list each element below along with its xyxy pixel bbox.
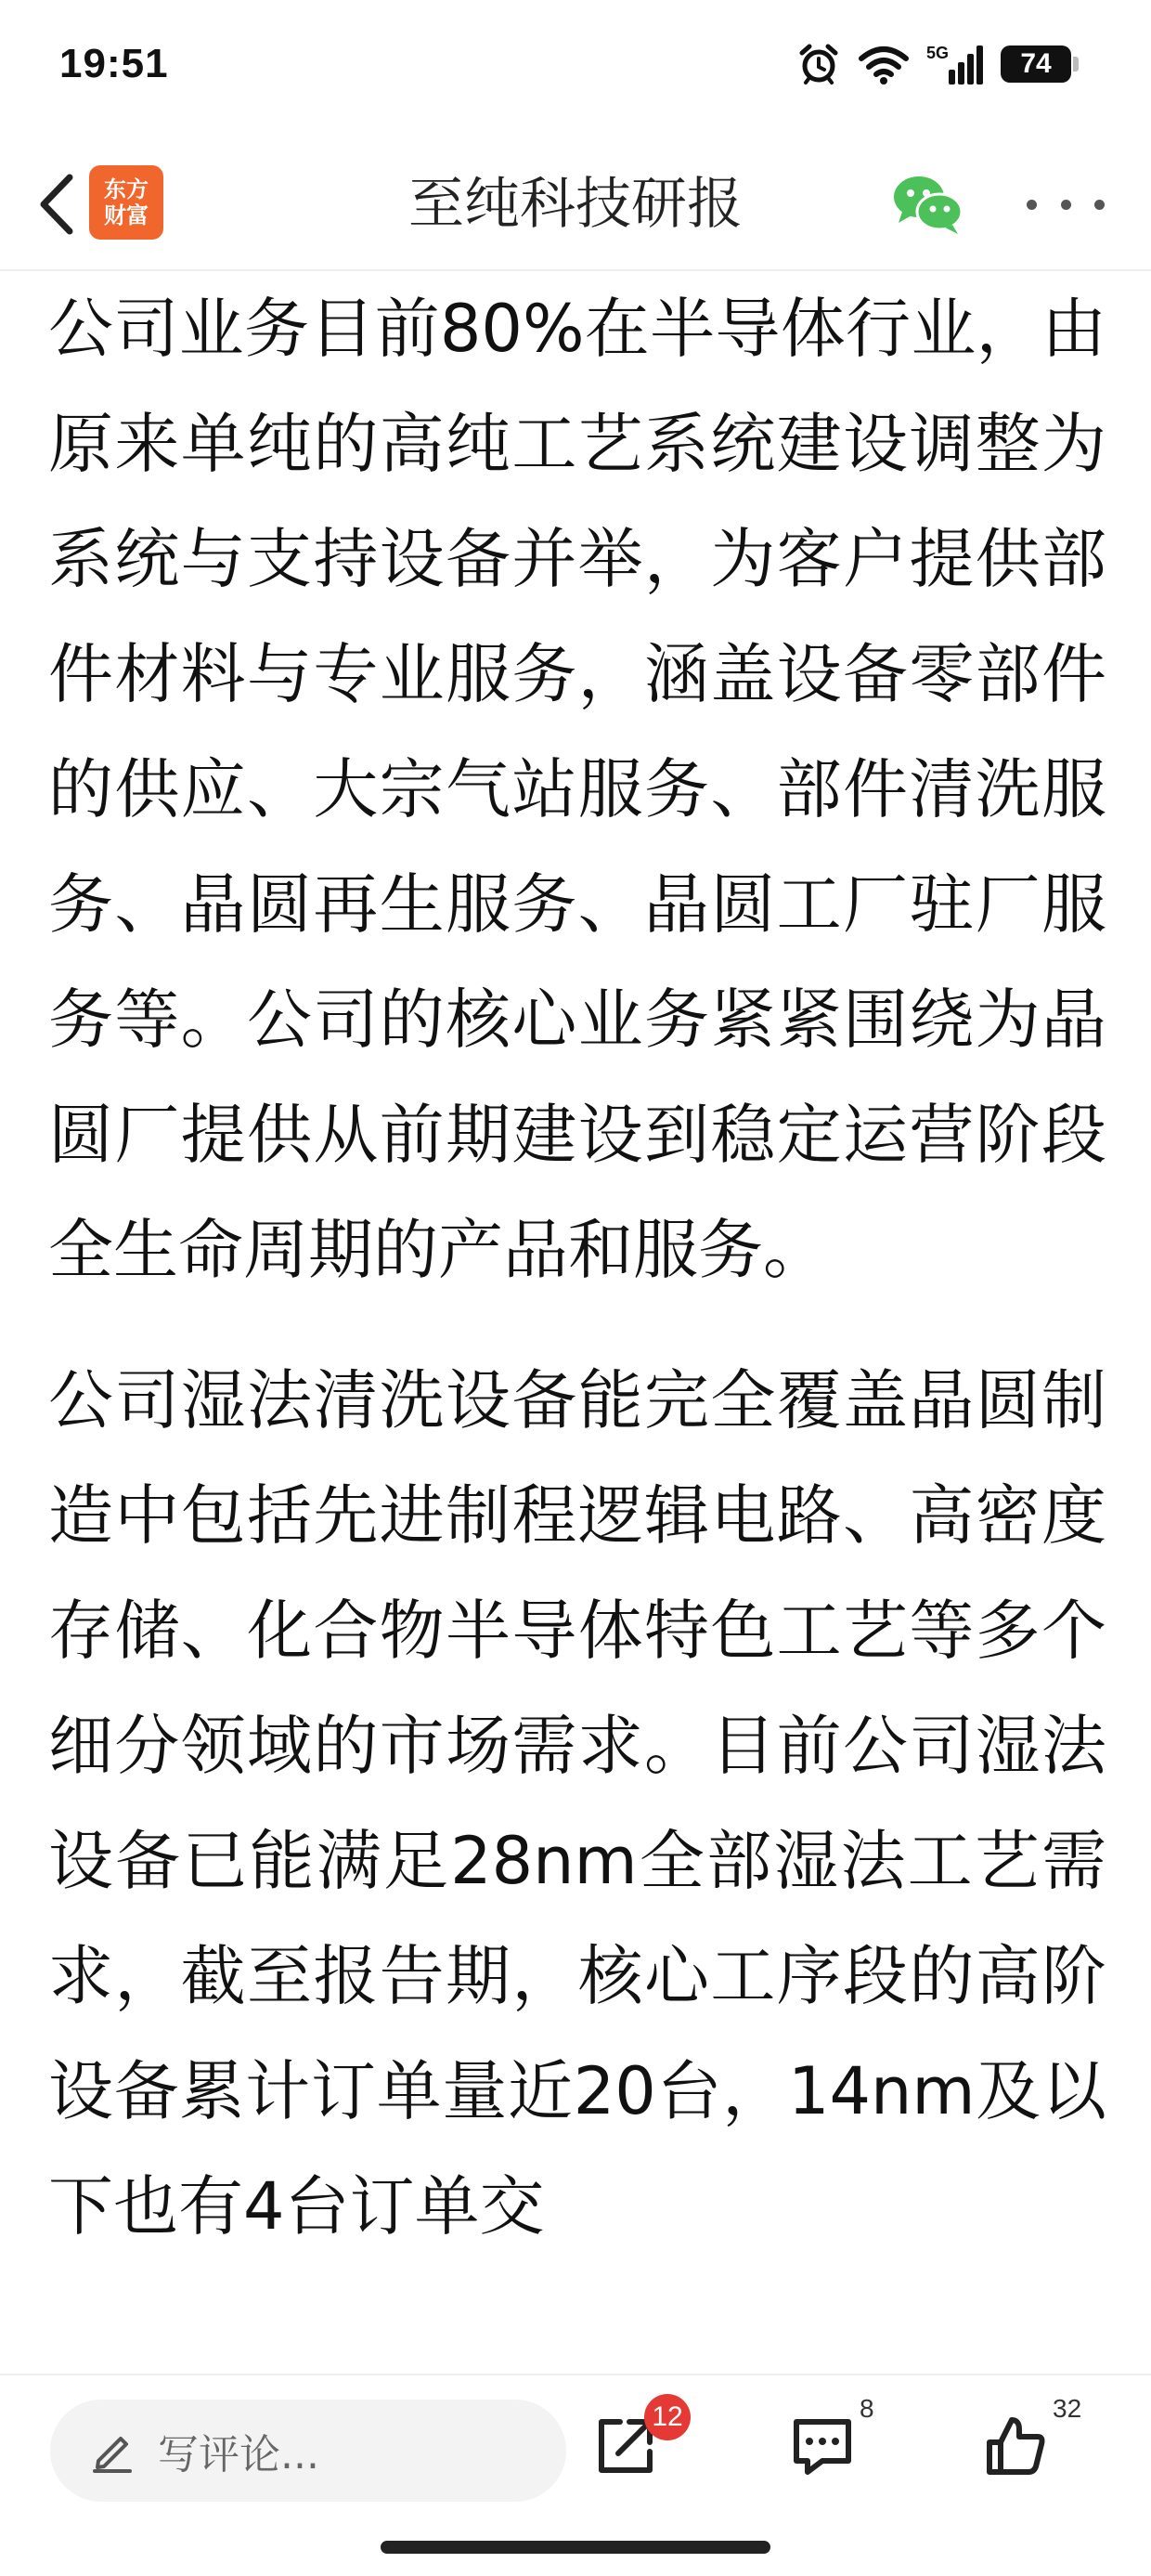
logo-text-line1: 东方 [104,176,149,202]
comments-button[interactable] [789,2394,874,2496]
share-count-badge: 12 [644,2394,691,2440]
thumbs-up-icon [982,2413,1049,2479]
more-options-button[interactable] [1027,176,1105,232]
app-logo [89,165,163,240]
pencil-icon [89,2427,136,2474]
wechat-share-button[interactable] [891,171,965,236]
network-type-label: 5G [926,44,950,62]
comment-placeholder: 写评论... [158,2431,319,2478]
comment-icon [789,2413,856,2479]
more-dot-icon [1061,200,1071,210]
bottom-action-bar [0,2374,1151,2576]
wechat-icon [891,171,965,236]
more-dot-icon [1094,200,1105,210]
status-icons [796,41,1071,87]
battery-indicator: 74 [1001,46,1071,83]
nav-bar [0,139,1151,271]
page-title: 至纯科技研报 [408,172,743,237]
chevron-left-icon [38,174,75,235]
like-button[interactable] [982,2394,1082,2496]
more-dot-icon [1027,200,1037,210]
comment-count: 8 [860,2394,874,2423]
like-count: 32 [1053,2394,1082,2423]
home-indicator[interactable] [381,2541,770,2554]
article-body[interactable] [48,271,1106,2375]
status-bar [0,0,1151,139]
comment-input[interactable] [50,2400,566,2502]
article-paragraph: 公司业务目前80%在半导体行业，由原来单纯的高纯工艺系统建设调整为系统与支持设备并举，为客户提供部件材料与专业服务，涵盖设备零部件的供应、大宗气站服务、部件清洗服务、晶圆再生服务、晶圆工厂驻厂服务等。公司的核心业务紧紧围绕为晶圆厂提供从前期建设到稳定运营阶段全生命周期的产品和服务。 [48,291,1106,1288]
back-button[interactable] [24,167,89,241]
alarm-icon [796,42,841,86]
article-paragraph: 公司湿法清洗设备能完全覆盖晶圆制造中包括先进制程逻辑电路、高密度存储、化合物半导体特色工艺等多个细分领域的市场需求。目前公司湿法设备已能满足28nm全部湿法工艺需求，截至报告期，核心工序段的高阶设备累计订单量近20台，14nm及以下也有4台订单交 [48,1362,1106,2244]
logo-text-line2: 财富 [104,202,149,228]
status-time: 19:51 [59,41,169,86]
wifi-icon [858,44,910,85]
cellular-signal-icon [926,42,984,86]
share-button[interactable] [592,2401,683,2496]
